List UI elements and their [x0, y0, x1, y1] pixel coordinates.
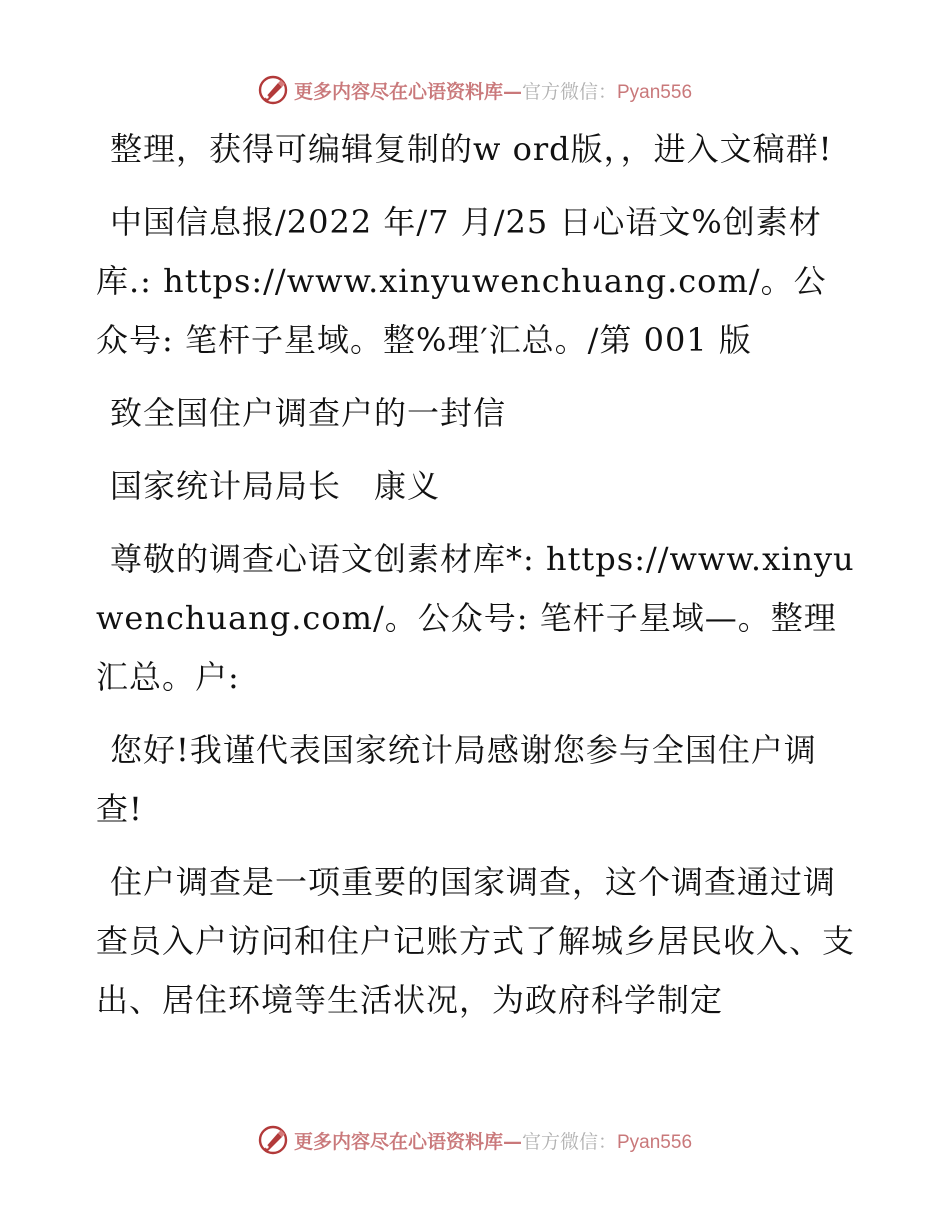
letter-title: 致全国住户调查户的一封信 [110, 394, 507, 432]
page-footer-banner [0, 1122, 950, 1158]
page-header-banner [0, 72, 950, 108]
header-banner-wechat-label: 官方微信： [521, 80, 617, 103]
footer-banner-separator: — [502, 1130, 522, 1153]
footer-banner-text [294, 1127, 692, 1154]
header-banner-separator: — [502, 80, 522, 103]
header-banner-wechat-id: Pyan556 [617, 81, 693, 103]
letter-author: 国家统计局局长 康义 [110, 467, 441, 505]
footer-banner-wechat-id: Pyan556 [617, 1131, 693, 1153]
header-banner-main: 更多内容尽在心语资料库 [293, 80, 503, 103]
document-body [96, 120, 856, 1044]
pen-logo-icon [258, 75, 288, 105]
letter-greeting: 您好!我谨代表国家统计局感谢您参与全国住户调查! [96, 731, 817, 828]
letter-body: 住户调查是一项重要的国家调查，这个调查通过调查员入户访问和住户记账方式了解城乡居民收入、支出、居住环境等生活状况，为政府科学制定 [96, 863, 856, 1019]
paragraph-source: 中国信息报/2022 年/7 月/25 日心语文%创素材库.: https://www.xinyuwenchuang.com/。公众号: 笔杆子星域。整%理′汇总。/第 001 版 [96, 203, 827, 359]
header-banner-text [294, 77, 692, 104]
pen-logo-icon [258, 1125, 288, 1155]
footer-banner-wechat-label: 官方微信： [521, 1130, 617, 1153]
paragraph-intro: 整理，获得可编辑复制的w ord版，，进入文稿群! [110, 130, 833, 168]
footer-banner-main: 更多内容尽在心语资料库 [293, 1130, 503, 1153]
letter-salutation: 尊敬的调查心语文创素材库*: https://www.xinyuwenchuang.com/。公众号: 笔杆子星域—。整理汇总。户: [96, 540, 855, 696]
